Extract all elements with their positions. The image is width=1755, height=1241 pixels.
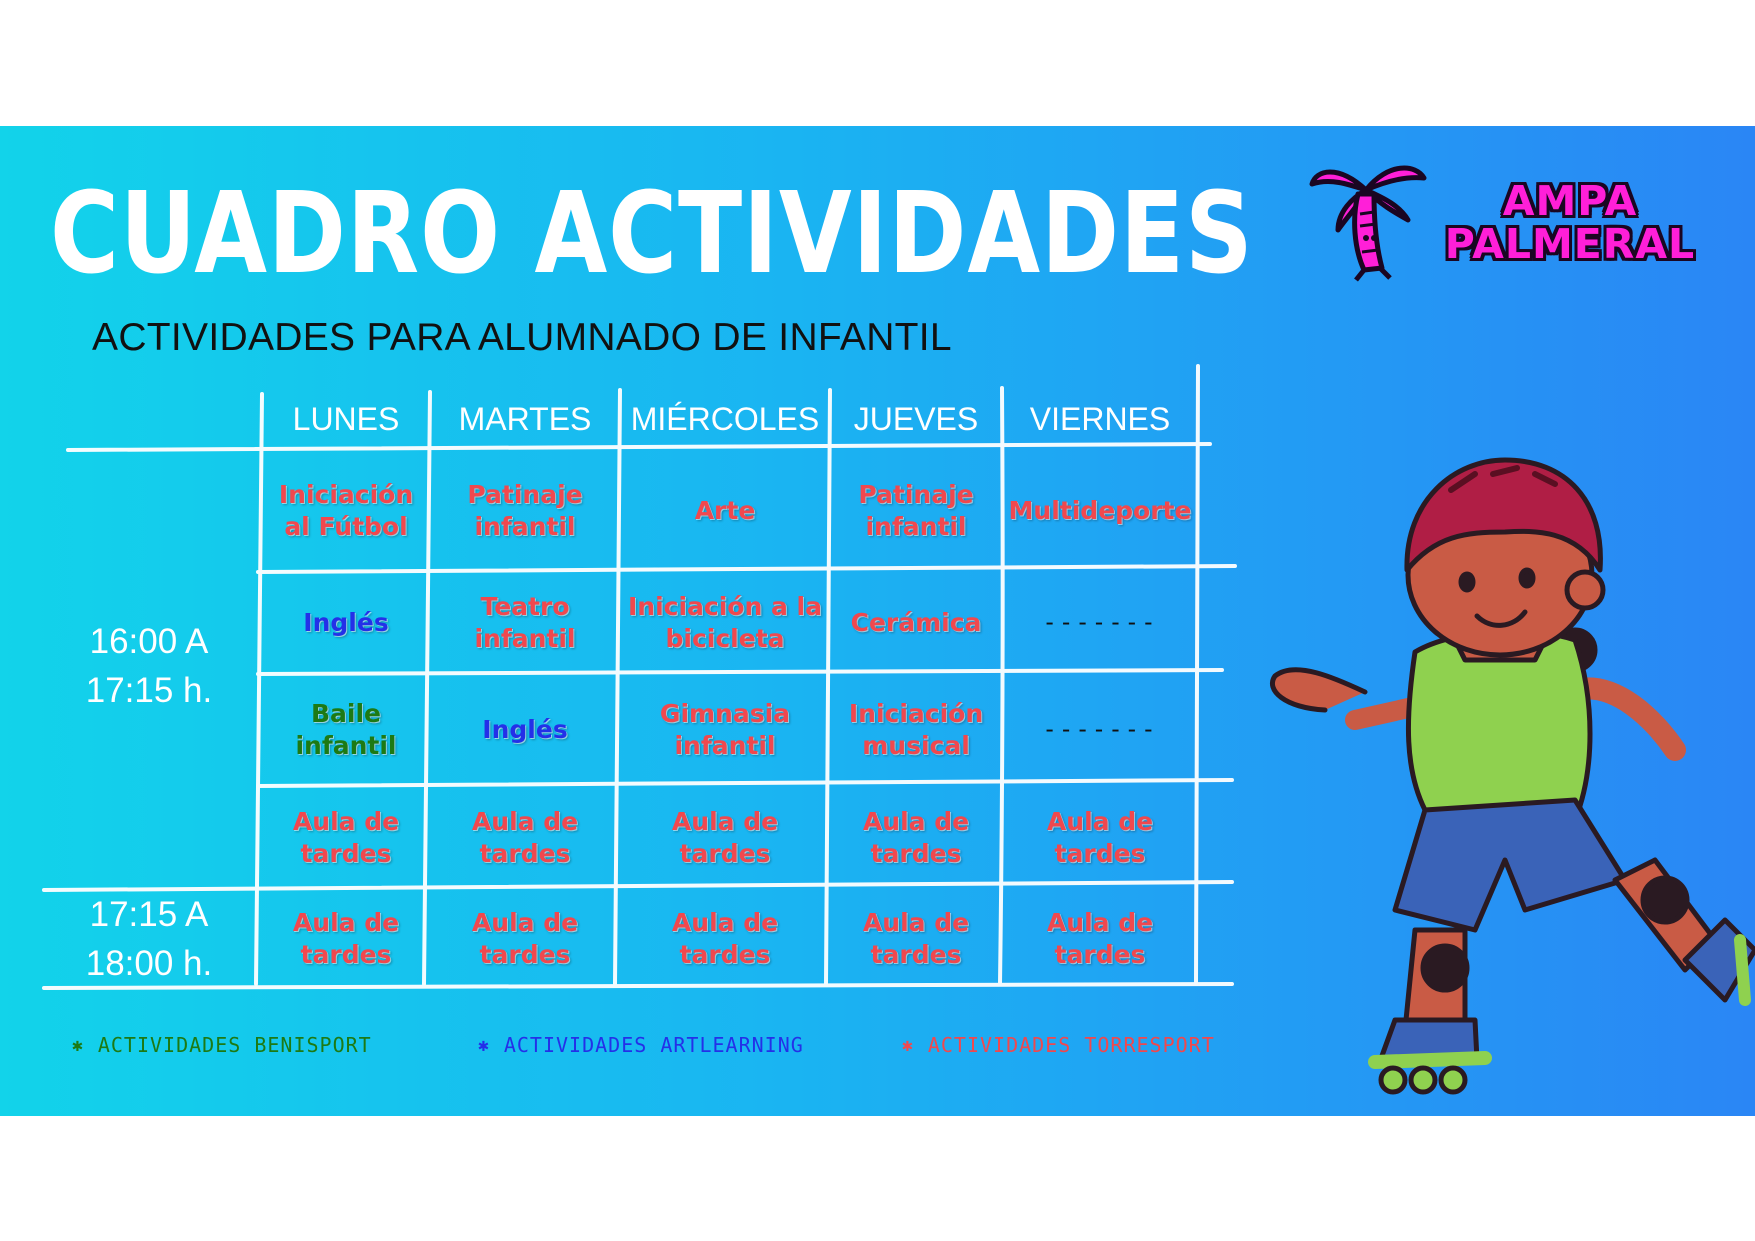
activity-cell: Aula de tardes	[862, 907, 970, 969]
activity-cell: Arte	[694, 495, 756, 525]
page-title: CUADRO ACTIVIDADES	[50, 169, 1254, 299]
activity-cell: Aula de tardes	[471, 806, 579, 868]
activity-cell: Multideporte	[1008, 495, 1192, 525]
day-header: JUEVES	[853, 400, 979, 437]
asterisk-icon: ✱	[902, 1034, 914, 1056]
activity-cell: Teatro infantil	[474, 591, 576, 653]
activity-cell: Baile infantil	[295, 698, 397, 760]
day-header: MIÉRCOLES	[630, 400, 820, 437]
activity-cell: Aula de tardes	[292, 907, 400, 969]
activity-cell: Aula de tardes	[862, 806, 970, 868]
legend-torresport: ✱ ACTIVIDADES TORRESPORT	[902, 1033, 1215, 1057]
legend-artlearning: ✱ ACTIVIDADES ARTLEARNING	[478, 1033, 804, 1057]
activity-cell: Aula de tardes	[292, 806, 400, 868]
activity-cell: Iniciación a la bicicleta	[627, 591, 822, 653]
activity-cell: Aula de tardes	[671, 806, 779, 868]
activity-cell: Aula de tardes	[671, 907, 779, 969]
logo-text: AMPA PALMERAL	[1444, 177, 1696, 268]
activity-cell: -------	[1042, 608, 1158, 637]
activity-cell: Patinaje infantil	[858, 479, 974, 541]
time-slot-1: 16:00 A 17:15 h.	[85, 622, 213, 710]
asterisk-icon: ✱	[478, 1034, 490, 1056]
activity-cell: Gimnasia infantil	[659, 698, 791, 760]
activity-cell: -------	[1042, 715, 1158, 744]
activity-cell: Inglés	[303, 607, 389, 637]
roller-skating-child-illustration	[1255, 440, 1755, 1100]
activity-cell: Iniciación musical	[848, 698, 984, 760]
day-header: LUNES	[292, 400, 400, 437]
activity-cell: Cerámica	[850, 607, 982, 637]
palm-tree-logo-icon	[1308, 154, 1428, 284]
activity-cell: Iniciación al Fútbol	[278, 479, 414, 541]
activity-cell: Aula de tardes	[1046, 907, 1154, 969]
time-slot-2: 17:15 A 18:00 h.	[85, 895, 213, 983]
activity-cell: Aula de tardes	[1046, 806, 1154, 868]
activity-cell: Aula de tardes	[471, 907, 579, 969]
activity-cell: Patinaje infantil	[467, 479, 583, 541]
day-header: MARTES	[458, 400, 592, 437]
page-subtitle: ACTIVIDADES PARA ALUMNADO DE INFANTIL	[92, 316, 952, 359]
asterisk-icon: ✱	[72, 1034, 84, 1056]
activity-cell: Inglés	[482, 714, 568, 744]
day-header: VIERNES	[1029, 400, 1171, 437]
legend-benisport: ✱ ACTIVIDADES BENISPORT	[72, 1033, 372, 1057]
